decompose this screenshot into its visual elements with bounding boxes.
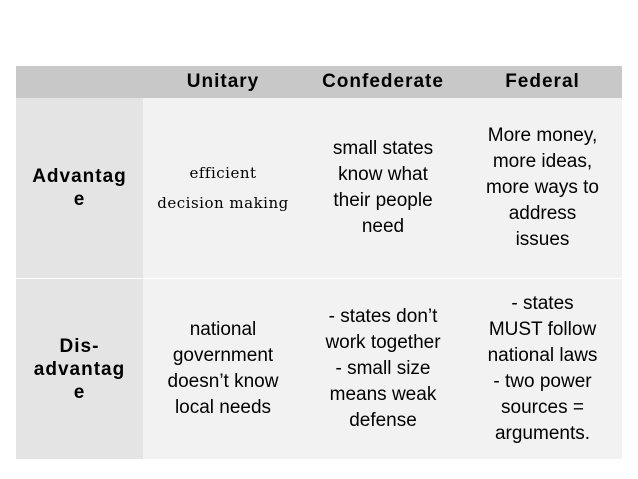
cell-federal-disadvantage-text: - states MUST follow national laws - two power sources = arguments. (487, 293, 598, 444)
row-label-disadvantage-text: Dis- advantag e (33, 335, 126, 403)
row-label-advantage (16, 98, 143, 279)
cell-unitary-disadvantage-text: national government doesn’t know local needs (167, 319, 279, 418)
row-label-advantage-text: Advantag e (32, 166, 127, 210)
cell-federal-disadvantage (463, 279, 622, 460)
header-unitary: Unitary (143, 66, 303, 98)
table-header-row (16, 66, 622, 98)
row-label-disadvantage (16, 279, 143, 460)
cell-confederate-disadvantage-text: - states don’t work together - small size means weak defense (325, 306, 441, 431)
header-federal: Federal (463, 66, 622, 98)
cell-unitary-disadvantage (143, 279, 303, 460)
cell-confederate-disadvantage (303, 279, 463, 460)
cell-federal-advantage (463, 98, 622, 279)
table-row-disadvantage (16, 279, 622, 460)
cell-unitary-advantage (143, 98, 303, 279)
cell-confederate-advantage-text: small states know what their people need (332, 138, 434, 237)
cell-confederate-advantage (303, 98, 463, 279)
government-comparison-table (16, 66, 622, 459)
table-row-advantage (16, 98, 622, 279)
header-corner-cell (16, 66, 143, 98)
cell-federal-advantage-text: More money, more ideas, more ways to address issues (486, 125, 599, 250)
cell-unitary-advantage-text: efficient decision making (157, 164, 289, 212)
header-confederate: Confederate (303, 66, 463, 98)
